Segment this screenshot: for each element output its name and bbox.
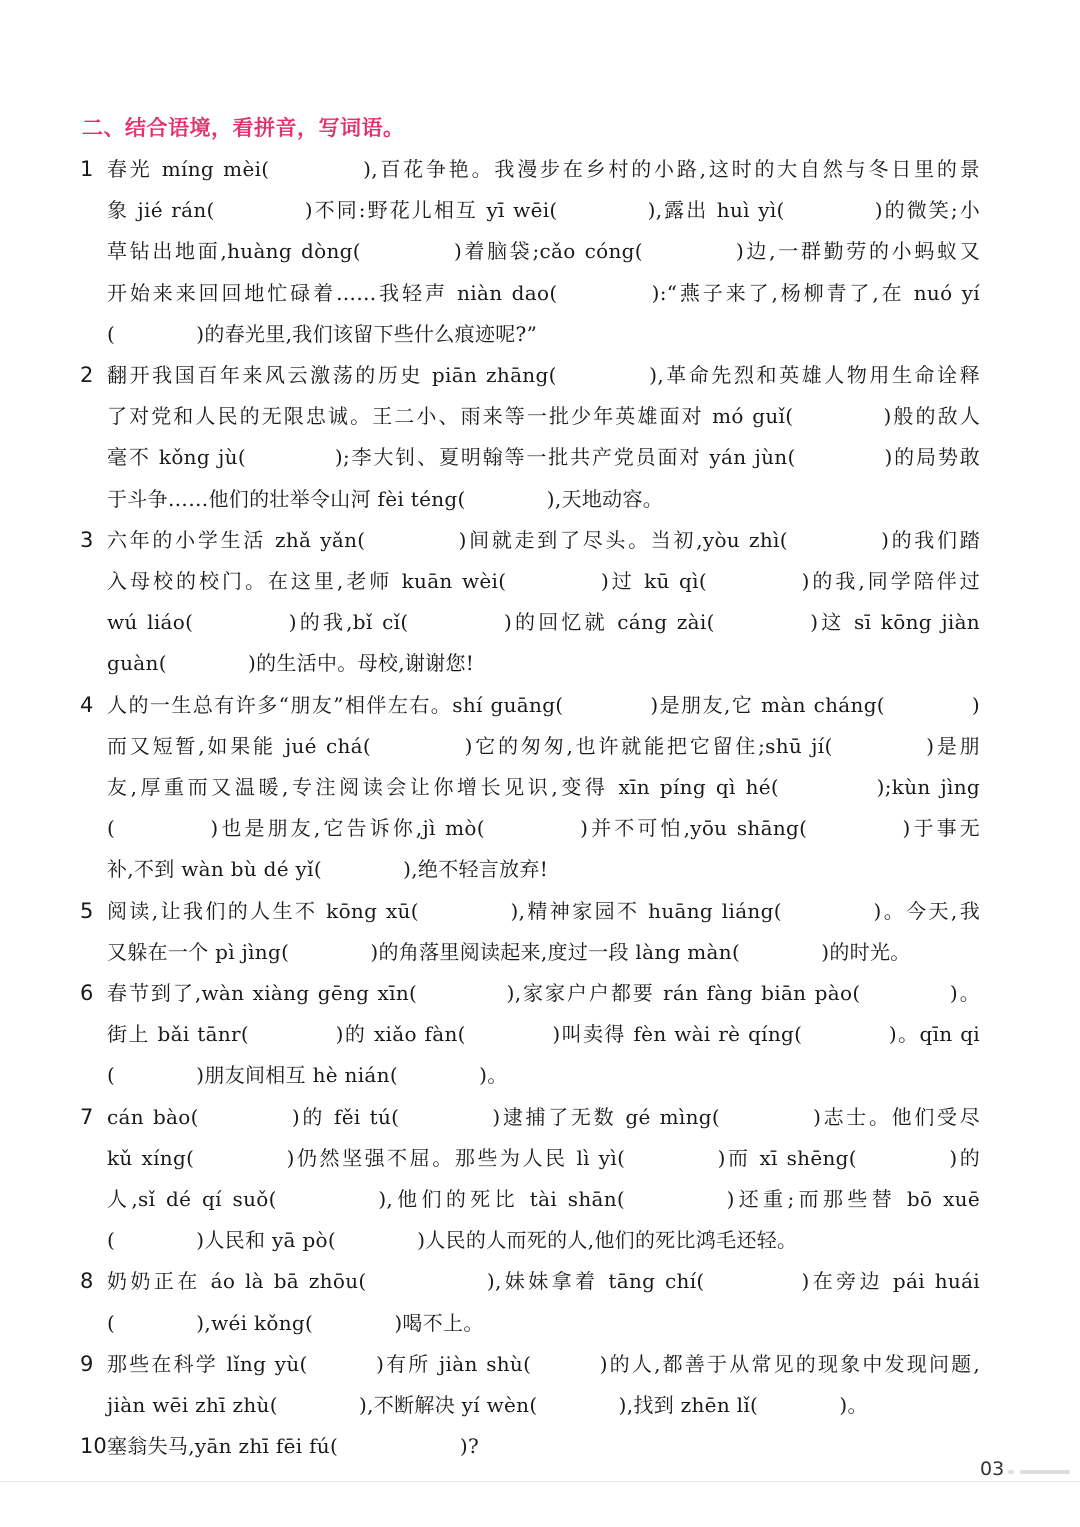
question-text-line: 阅读,让我们的人生不 kōng xū( ),精神家园不 huāng liáng( )。今天,我 <box>107 898 980 923</box>
question-text-line: 又躲在一个 pì jìng( )的角落里阅读起来,度过一段 làng màn( )的时光。 <box>107 939 911 964</box>
question-7 <box>80 1097 980 1262</box>
question-text-line: 了对党和人民的无限忠诚。王二小、雨来等一批少年英雄面对 mó guǐ( )般的敌人 <box>107 404 980 429</box>
question-number: 7 <box>80 1104 94 1129</box>
question-text-line: ( )也是朋友,它告诉你,jì mò( )并不可怕,yōu shāng( )于事无 <box>107 816 980 841</box>
question-text-line: 街上 bǎi tānr( )的 xiǎo fàn( )叫卖得 fèn wài rè qíng( )。qīn qi <box>107 1022 980 1047</box>
question-5 <box>80 891 980 973</box>
page-dash-decoration <box>1020 1470 1070 1474</box>
question-text-line: 那些在科学 lǐng yù( )有所 jiàn shù( )的人,都善于从常见的现象中发现问题, <box>107 1351 980 1376</box>
question-text-line: 六年的小学生活 zhǎ yǎn( )间就走到了尽头。当初,yòu zhì( )的我们踏 <box>107 527 980 552</box>
question-text-line: 毫不 kǒng jù( );李大钊、夏明翰等一批共产党员面对 yán jùn( )的局势敢 <box>107 445 980 470</box>
question-text-line: wú liáo( )的我,bǐ cǐ( )的回忆就 cáng zài( )这 sī kōng jiàn <box>107 610 980 635</box>
question-3 <box>80 520 980 685</box>
question-text-line: 人的一生总有许多“朋友”相伴左右。shí guāng( )是朋友,它 màn cháng( ) <box>107 692 980 717</box>
question-text-line: kǔ xíng( )仍然坚强不屈。那些为人民 lì yì( )而 xī shēng( )的 <box>107 1145 980 1170</box>
question-text-line: 春光 míng mèi( ),百花争艳。我漫步在乡村的小路,这时的大自然与冬日里的景 <box>107 157 980 181</box>
question-text-line: 塞翁失马,yān zhī fēi fú( )? <box>107 1434 479 1459</box>
question-text-line: 开始来来回回地忙碌着……我轻声 niàn dao( ):“燕子来了,杨柳青了,在 nuó yí <box>107 280 980 305</box>
question-text-line: 人,sǐ dé qí suǒ( ),他们的死比 tài shān( )还重;而那些替 bō xuē <box>107 1186 980 1211</box>
question-1 <box>80 149 980 355</box>
question-number: 2 <box>80 363 94 387</box>
question-text-line: 奶奶正在 áo là bā zhōu( ),妹妹拿着 tāng chí( )在旁边 pái huái <box>107 1269 980 1294</box>
question-text-line: 象 jié rán( )不同:野花儿相互 yī wēi( ),露出 huì yì( )的微笑;小 <box>107 198 980 223</box>
question-number: 8 <box>80 1269 94 1294</box>
question-text-line: ( )的春光里,我们该留下些什么痕迹呢?” <box>107 321 538 346</box>
question-number: 3 <box>80 527 94 552</box>
question-text-line: 补,不到 wàn bù dé yǐ( ),绝不轻言放弃! <box>107 857 549 882</box>
question-text-line: 春节到了,wàn xiàng gēng xīn( ),家家户户都要 rán fàng biān pào( )。 <box>107 981 980 1005</box>
question-text-line: 草钻出地面,huàng dòng( )着脑袋;cǎo cóng( )边,一群勤劳的小蚂蚁又 <box>107 239 980 264</box>
question-number: 10 <box>80 1434 107 1459</box>
question-number: 9 <box>80 1351 94 1376</box>
question-8 <box>80 1261 980 1343</box>
question-text-line: cán bào( )的 fěi tú( )逮捕了无数 gé mìng( )志士。他们受尽 <box>107 1104 980 1129</box>
question-number: 5 <box>80 898 94 923</box>
question-number: 1 <box>80 157 94 181</box>
question-4 <box>80 685 980 891</box>
question-10 <box>80 1426 980 1467</box>
question-text-line: 于斗争……他们的壮举令山河 fèi téng( ),天地动容。 <box>107 486 664 511</box>
question-text-line: jiàn wēi zhī zhù( ),不断解决 yí wèn( ),找到 zhēn lǐ( )。 <box>107 1392 868 1417</box>
question-number: 6 <box>80 981 94 1005</box>
question-text-line: 入母校的校门。在这里,老师 kuān wèi( )过 kū qì( )的我,同学陪伴过 <box>107 568 980 593</box>
question-6 <box>80 973 980 1097</box>
question-text-line: ( ),wéi kǒng( )喝不上。 <box>107 1310 484 1335</box>
question-text-line: ( )人民和 yā pò( )人民的人而死的人,他们的死比鸿毛还轻。 <box>107 1228 798 1253</box>
footer-divider <box>0 1481 1080 1482</box>
question-9 <box>80 1344 980 1426</box>
question-text-line: ( )朋友间相互 hè nián( )。 <box>107 1063 508 1088</box>
page-dot-decoration <box>1008 1470 1014 1474</box>
question-text-line: 而又短暂,如果能 jué chá( )它的匆匆,也许就能把它留住;shū jí( )是朋 <box>107 733 980 758</box>
page-number: 03 <box>980 1458 1005 1480</box>
section-title: 二、结合语境，看拼音，写词语。 <box>82 116 405 140</box>
question-text-line: 友,厚重而又温暖,专注阅读会让你增长见识,变得 xīn píng qì hé( );kùn jìng <box>107 774 980 799</box>
question-2 <box>80 355 980 520</box>
question-text-line: 翻开我国百年来风云激荡的历史 piān zhāng( ),革命先烈和英雄人物用生命诠释 <box>107 363 980 387</box>
question-text-line: guàn( )的生活中。母校,谢谢您! <box>107 651 475 676</box>
question-number: 4 <box>80 692 94 717</box>
